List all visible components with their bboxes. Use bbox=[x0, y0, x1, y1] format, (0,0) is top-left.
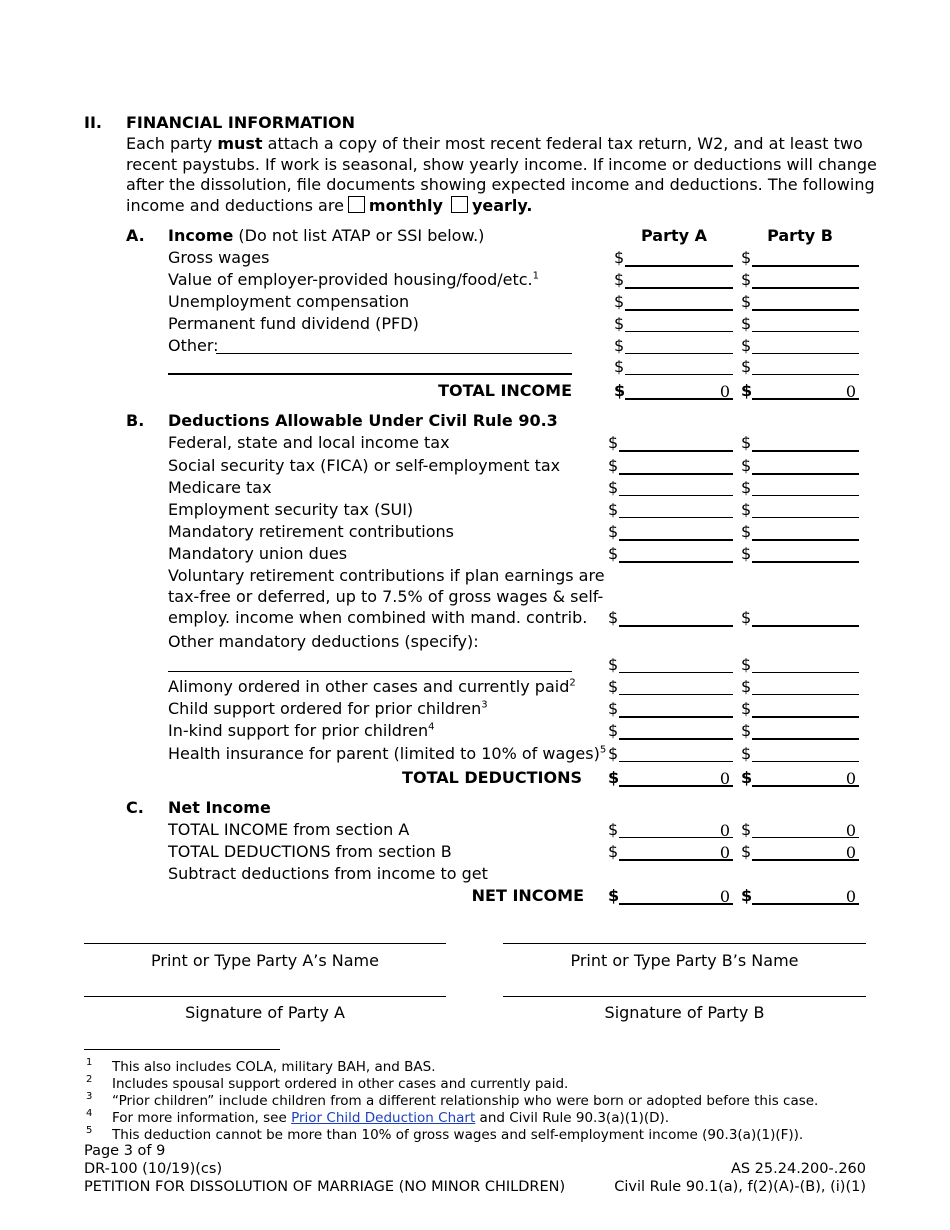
row-employer-housing: Value of employer-provided housing/food/etc.$^1$ bbox=[168, 270, 539, 289]
total-deductions-label: TOTAL DEDUCTIONS bbox=[402, 768, 582, 787]
section-b-heading: Deductions Allowable Under Civil Rule 90.3 bbox=[168, 411, 558, 430]
form-title: PETITION FOR DISSOLUTION OF MARRIAGE (NO MINOR CHILDREN) bbox=[84, 1179, 566, 1195]
other-income-field[interactable] bbox=[216, 337, 572, 354]
alimony-party-a-currency: $ bbox=[608, 677, 619, 696]
statute-reference: AS 25.24.200-.260 bbox=[730, 1161, 866, 1177]
unemployment-party-a-field[interactable] bbox=[625, 293, 733, 311]
other-2-party-a-field[interactable] bbox=[625, 358, 733, 375]
footnote-4-number: 4 bbox=[86, 1108, 93, 1119]
other-mandatory-party-a-currency: $ bbox=[608, 655, 619, 674]
gross-wages-party-a-currency: $ bbox=[614, 248, 625, 267]
total-deductions-ref-party-b-currency: $ bbox=[741, 842, 752, 861]
footnote-3-text: “Prior children” include children from a different relationship who were born or adopted before this case. bbox=[112, 1093, 819, 1109]
gross-wages-party-b-field[interactable] bbox=[752, 249, 859, 267]
alimony-party-b-currency: $ bbox=[741, 677, 752, 696]
row-medicare: Medicare tax bbox=[168, 478, 272, 497]
intro-line-3: after the dissolution, file documents showing expected income and deductions. The following bbox=[126, 175, 875, 194]
yearly-checkbox[interactable] bbox=[451, 196, 468, 213]
pfd-party-b-currency: $ bbox=[741, 314, 752, 333]
row-union-dues: Mandatory union dues bbox=[168, 544, 348, 563]
total-income-party-b-value: 0 bbox=[845, 382, 856, 401]
net-income-party-a-currency: $ bbox=[608, 886, 620, 905]
other-2-party-a-currency: $ bbox=[614, 357, 625, 376]
unemployment-party-b-currency: $ bbox=[741, 292, 752, 311]
total-income-ref-party-b-currency: $ bbox=[741, 820, 752, 839]
footnote-divider bbox=[84, 1049, 280, 1050]
signature-b-line[interactable] bbox=[503, 996, 866, 997]
section-a-heading: Income (Do not list ATAP or SSI below.) bbox=[168, 226, 485, 245]
row-unemployment: Unemployment compensation bbox=[168, 292, 410, 311]
fica-party-a-field[interactable] bbox=[619, 457, 733, 475]
total-income-party-b-currency: $ bbox=[741, 381, 753, 400]
voluntary-retirement-party-a-field[interactable] bbox=[619, 609, 733, 627]
total-income-label: TOTAL INCOME bbox=[438, 381, 572, 400]
other-mandatory-field[interactable] bbox=[168, 655, 572, 672]
health-party-b-currency: $ bbox=[741, 744, 752, 763]
income-tax-party-b-currency: $ bbox=[741, 433, 752, 452]
union-dues-party-a-field[interactable] bbox=[619, 545, 733, 563]
alimony-party-b-field[interactable] bbox=[752, 678, 859, 695]
mandatory-retirement-party-a-currency: $ bbox=[608, 522, 619, 541]
net-income-label: NET INCOME bbox=[471, 886, 584, 905]
name-a-line[interactable] bbox=[84, 943, 446, 944]
pfd-party-a-currency: $ bbox=[614, 314, 625, 333]
monthly-label: monthly bbox=[368, 196, 443, 215]
in-kind-party-b-field[interactable] bbox=[752, 722, 859, 740]
intro-line-1: Each party must attach a copy of their most recent federal tax return, W2, and at least two bbox=[126, 134, 863, 153]
row-voluntary-2: tax-free or deferred, up to 7.5% of gross wages & self- bbox=[168, 587, 604, 606]
total-income-ref-party-b-value: 0 bbox=[845, 821, 856, 840]
pfd-party-b-field[interactable] bbox=[752, 315, 859, 332]
total-income-party-a-value: 0 bbox=[719, 382, 730, 401]
name-a-label: Print or Type Party A’s Name bbox=[151, 951, 379, 970]
other-mandatory-party-a-field[interactable] bbox=[619, 656, 733, 673]
footnote-3-number: 3 bbox=[86, 1091, 93, 1102]
other-mandatory-party-b-field[interactable] bbox=[752, 656, 859, 673]
section-c-heading: Net Income bbox=[168, 798, 271, 817]
employer-housing-party-b-field[interactable] bbox=[752, 271, 859, 289]
section-title: FINANCIAL INFORMATION bbox=[126, 113, 356, 132]
rule-reference: Civil Rule 90.1(a), f(2)(A)-(B), (i)(1) bbox=[614, 1179, 866, 1195]
health-party-a-currency: $ bbox=[608, 744, 619, 763]
voluntary-retirement-party-b-currency: $ bbox=[741, 608, 752, 627]
other-mandatory-party-b-currency: $ bbox=[741, 655, 752, 674]
employer-housing-party-a-currency: $ bbox=[614, 270, 625, 289]
other-2-party-b-field[interactable] bbox=[752, 358, 859, 375]
footnote-1-number: 1 bbox=[86, 1057, 93, 1068]
union-dues-party-b-currency: $ bbox=[741, 544, 752, 563]
income-tax-party-b-field[interactable] bbox=[752, 434, 859, 452]
fica-party-b-currency: $ bbox=[741, 456, 752, 475]
row-mandatory-retirement: Mandatory retirement contributions bbox=[168, 522, 454, 541]
row-subtract-note: Subtract deductions from income to get bbox=[168, 864, 488, 883]
form-number: DR-100 (10/19)(cs) bbox=[84, 1161, 223, 1177]
child-support-party-b-field[interactable] bbox=[752, 700, 859, 718]
child-support-party-b-currency: $ bbox=[741, 699, 752, 718]
section-c-letter: C. bbox=[126, 798, 144, 817]
name-b-line[interactable] bbox=[503, 943, 866, 944]
section-number: II. bbox=[84, 113, 102, 132]
other-income-field-2[interactable] bbox=[168, 357, 572, 375]
total-income-party-a-currency: $ bbox=[614, 381, 626, 400]
mandatory-retirement-party-b-currency: $ bbox=[741, 522, 752, 541]
row-pfd: Permanent fund dividend (PFD) bbox=[168, 314, 419, 333]
total-income-ref-party-a-value: 0 bbox=[719, 821, 730, 840]
row-income-tax: Federal, state and local income tax bbox=[168, 433, 450, 452]
total-deductions-ref-party-a-value: 0 bbox=[719, 843, 730, 862]
sui-party-b-field[interactable] bbox=[752, 501, 859, 518]
footnote-1-text: This also includes COLA, military BAH, and BAS. bbox=[112, 1059, 436, 1075]
medicare-party-b-field[interactable] bbox=[752, 479, 859, 496]
other-2-party-b-currency: $ bbox=[741, 357, 752, 376]
mandatory-retirement-party-b-field[interactable] bbox=[752, 523, 859, 541]
unemployment-party-a-currency: $ bbox=[614, 292, 625, 311]
net-income-party-b-value: 0 bbox=[845, 887, 856, 906]
sui-party-a-field[interactable] bbox=[619, 501, 733, 518]
row-other-label: Other: bbox=[168, 336, 219, 355]
employer-housing-party-a-field[interactable] bbox=[625, 271, 733, 289]
footnote-5-number: 5 bbox=[86, 1125, 93, 1136]
row-voluntary-1: Voluntary retirement contributions if plan earnings are bbox=[168, 566, 605, 585]
intro-line-2: recent paystubs. If work is seasonal, show yearly income. If income or deductions will change bbox=[126, 155, 877, 174]
net-income-party-a-value: 0 bbox=[719, 887, 730, 906]
total-deductions-party-a-value: 0 bbox=[719, 769, 730, 788]
footnote-5-text: This deduction cannot be more than 10% of gross wages and self-employment income (90.3(a)(1)(F)). bbox=[112, 1127, 804, 1143]
yearly-label: yearly. bbox=[471, 196, 533, 215]
health-party-a-field[interactable] bbox=[619, 745, 733, 762]
total-deductions-party-b-value: 0 bbox=[845, 769, 856, 788]
other-party-b-field[interactable] bbox=[752, 337, 859, 354]
other-party-b-currency: $ bbox=[741, 336, 752, 355]
row-fica: Social security tax (FICA) or self-employment tax bbox=[168, 456, 561, 475]
income-tax-party-a-currency: $ bbox=[608, 433, 619, 452]
fica-party-a-currency: $ bbox=[608, 456, 619, 475]
row-child-support: Child support ordered for prior children$^3$ bbox=[168, 699, 488, 718]
row-sui: Employment security tax (SUI) bbox=[168, 500, 414, 519]
signature-a-line[interactable] bbox=[84, 996, 446, 997]
page-number: Page 3 of 9 bbox=[84, 1143, 166, 1159]
row-health: Health insurance for parent (limited to 10% of wages)$^5$ bbox=[168, 744, 607, 763]
total-deductions-party-b-currency: $ bbox=[741, 768, 753, 787]
signature-b-label: Signature of Party B bbox=[604, 1003, 765, 1022]
gross-wages-party-a-field[interactable] bbox=[625, 249, 733, 267]
total-deductions-party-a-currency: $ bbox=[608, 768, 620, 787]
monthly-checkbox[interactable] bbox=[348, 196, 365, 213]
footnote-4-text: For more information, see Prior Child Deduction Chart and Civil Rule 90.3(a)(1)(D). bbox=[112, 1110, 670, 1126]
row-total-income-ref: TOTAL INCOME from section A bbox=[168, 820, 410, 839]
section-a-letter: A. bbox=[126, 226, 145, 245]
section-b-letter: B. bbox=[126, 411, 145, 430]
row-total-deductions-ref: TOTAL DEDUCTIONS from section B bbox=[168, 842, 452, 861]
row-other-mandatory: Other mandatory deductions (specify): bbox=[168, 632, 479, 651]
row-in-kind: In-kind support for prior children$^4$ bbox=[168, 721, 435, 740]
alimony-party-a-field[interactable] bbox=[619, 678, 733, 695]
union-dues-party-a-currency: $ bbox=[608, 544, 619, 563]
signature-a-label: Signature of Party A bbox=[185, 1003, 345, 1022]
prior-child-deduction-chart-link[interactable]: Prior Child Deduction Chart bbox=[291, 1110, 476, 1126]
sui-party-b-currency: $ bbox=[741, 500, 752, 519]
mandatory-retirement-party-a-field[interactable] bbox=[619, 523, 733, 541]
unemployment-party-b-field[interactable] bbox=[752, 293, 859, 311]
voluntary-retirement-party-a-currency: $ bbox=[608, 608, 619, 627]
other-party-a-field[interactable] bbox=[625, 337, 733, 354]
gross-wages-party-b-currency: $ bbox=[741, 248, 752, 267]
union-dues-party-b-field[interactable] bbox=[752, 545, 859, 563]
name-b-label: Print or Type Party B’s Name bbox=[570, 951, 799, 970]
employer-housing-party-b-currency: $ bbox=[741, 270, 752, 289]
medicare-party-b-currency: $ bbox=[741, 478, 752, 497]
in-kind-party-a-field[interactable] bbox=[619, 722, 733, 740]
income-tax-party-a-field[interactable] bbox=[619, 434, 733, 452]
footnote-2-number: 2 bbox=[86, 1074, 93, 1085]
footnote-2-text: Includes spousal support ordered in other cases and currently paid. bbox=[112, 1076, 569, 1092]
pfd-party-a-field[interactable] bbox=[625, 315, 733, 332]
in-kind-party-a-currency: $ bbox=[608, 721, 619, 740]
total-deductions-ref-party-b-value: 0 bbox=[845, 843, 856, 862]
sui-party-a-currency: $ bbox=[608, 500, 619, 519]
fica-party-b-field[interactable] bbox=[752, 457, 859, 475]
in-kind-party-b-currency: $ bbox=[741, 721, 752, 740]
total-income-ref-party-a-currency: $ bbox=[608, 820, 619, 839]
row-alimony: Alimony ordered in other cases and currently paid$^2$ bbox=[168, 677, 576, 696]
other-party-a-currency: $ bbox=[614, 336, 625, 355]
child-support-party-a-currency: $ bbox=[608, 699, 619, 718]
health-party-b-field[interactable] bbox=[752, 745, 859, 762]
net-income-party-b-currency: $ bbox=[741, 886, 753, 905]
total-deductions-ref-party-a-currency: $ bbox=[608, 842, 619, 861]
child-support-party-a-field[interactable] bbox=[619, 700, 733, 718]
row-gross-wages: Gross wages bbox=[168, 248, 270, 267]
party-b-header: Party B bbox=[767, 226, 833, 245]
party-a-header: Party A bbox=[640, 226, 707, 245]
medicare-party-a-field[interactable] bbox=[619, 479, 733, 496]
row-voluntary-3: employ. income when combined with mand. contrib. bbox=[168, 608, 588, 627]
voluntary-retirement-party-b-field[interactable] bbox=[752, 609, 859, 627]
medicare-party-a-currency: $ bbox=[608, 478, 619, 497]
intro-line-4: income and deductions are monthly yearly. bbox=[126, 196, 533, 215]
